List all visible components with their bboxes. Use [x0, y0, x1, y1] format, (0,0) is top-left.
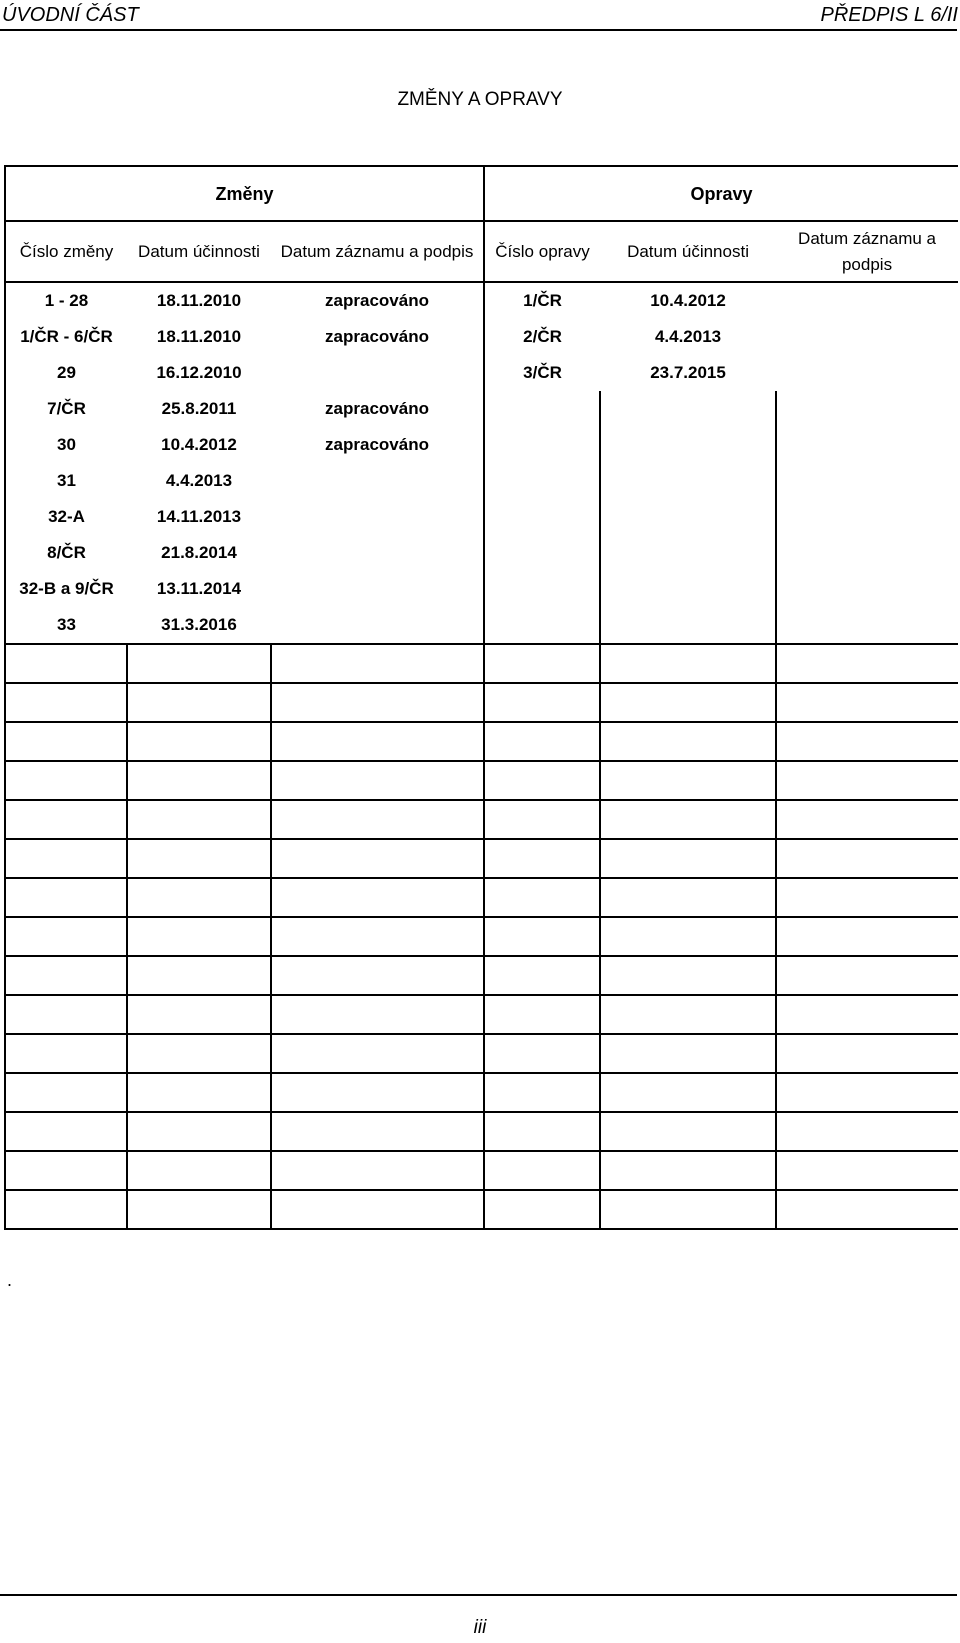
column-header-change-record: Datum záznamu a podpis [271, 221, 484, 282]
cell-correction-record [776, 956, 958, 995]
cell-correction-number [484, 1034, 600, 1073]
header-section-title: ÚVODNÍ ČÁST [2, 4, 139, 26]
cell-change-number [5, 878, 127, 917]
cell-correction-record [776, 571, 958, 607]
table-row [5, 319, 958, 355]
column-header-correction-effective-date: Datum účinnosti [600, 221, 776, 282]
cell-change-effective-date: 14.11.2013 [156, 507, 242, 526]
cell-correction-number [484, 391, 600, 427]
cell-correction-effective-date [600, 1034, 776, 1073]
table-row [5, 355, 958, 391]
column-header-change-effective-date: Datum účinnosti [127, 221, 271, 282]
cell-correction-number [484, 917, 600, 956]
cell-correction-effective-date: 23.7.2015 [650, 363, 726, 382]
empty-table-row [5, 683, 958, 722]
table-row [5, 427, 958, 463]
cell-correction-number [484, 722, 600, 761]
cell-change-effective-date [127, 878, 271, 917]
empty-table-row [5, 839, 958, 878]
cell-correction-number [484, 535, 600, 571]
cell-correction-number [484, 571, 600, 607]
cell-correction-effective-date [600, 427, 776, 463]
cell-change-effective-date [127, 839, 271, 878]
header-divider [0, 29, 957, 31]
cell-change-number: 31 [5, 463, 127, 499]
cell-change-number [5, 800, 127, 839]
empty-table-row [5, 800, 958, 839]
cell-correction-number: 3/ČR [484, 355, 600, 391]
cell-correction-record [776, 1151, 958, 1190]
footer-divider [0, 1594, 957, 1596]
cell-change-record [271, 1034, 484, 1073]
cell-correction-effective-date [600, 1151, 776, 1190]
empty-table-row [5, 1190, 958, 1229]
cell-correction-effective-date [600, 800, 776, 839]
cell-correction-effective-date [600, 917, 776, 956]
cell-change-number [5, 1034, 127, 1073]
table-row [5, 499, 958, 535]
cell-correction-number [484, 839, 600, 878]
cell-correction-record [776, 355, 958, 391]
cell-change-number [5, 761, 127, 800]
cell-correction-record [776, 722, 958, 761]
cell-correction-number [484, 1151, 600, 1190]
cell-change-record [271, 995, 484, 1034]
cell-change-record [271, 917, 484, 956]
empty-table-row [5, 1034, 958, 1073]
cell-change-effective-date [127, 761, 271, 800]
empty-table-row [5, 995, 958, 1034]
cell-change-number [5, 839, 127, 878]
cell-correction-number [484, 1073, 600, 1112]
cell-change-number: 30 [5, 427, 127, 463]
cell-change-record [271, 1151, 484, 1190]
cell-change-record [271, 355, 484, 391]
cell-correction-effective-date [600, 722, 776, 761]
cell-correction-effective-date [600, 1073, 776, 1112]
cell-change-effective-date [127, 683, 271, 722]
empty-table-row [5, 878, 958, 917]
cell-correction-record [776, 499, 958, 535]
cell-change-effective-date [127, 800, 271, 839]
empty-table-row [5, 1112, 958, 1151]
cell-correction-effective-date [600, 607, 776, 644]
cell-correction-effective-date [600, 1112, 776, 1151]
cell-correction-number [484, 995, 600, 1034]
cell-correction-record [776, 683, 958, 722]
cell-change-record [271, 761, 484, 800]
cell-change-record [271, 644, 484, 683]
cell-change-effective-date [127, 917, 271, 956]
empty-table-row [5, 722, 958, 761]
cell-change-effective-date: 31.3.2016 [127, 607, 271, 644]
cell-correction-number [484, 800, 600, 839]
cell-correction-number [484, 1190, 600, 1229]
footnote-mark: . [7, 1270, 13, 1290]
empty-table-row [5, 1073, 958, 1112]
page-number: iii [473, 1617, 487, 1638]
cell-change-record [271, 463, 484, 499]
cell-correction-effective-date [600, 683, 776, 722]
page-title: ZMĚNY A OPRAVY [397, 89, 563, 110]
cell-change-effective-date: 18.11.2010 [127, 282, 271, 319]
group-header-changes: Změny [5, 166, 484, 221]
column-header-change-number: Číslo změny [5, 221, 127, 282]
cell-change-effective-date [127, 1190, 271, 1229]
cell-change-number [5, 917, 127, 956]
cell-correction-number [484, 644, 600, 683]
cell-change-record [271, 1190, 484, 1229]
cell-correction-effective-date [600, 463, 776, 499]
cell-change-number [5, 683, 127, 722]
cell-change-record [271, 722, 484, 761]
cell-correction-number: 1/ČR [484, 282, 600, 319]
cell-correction-record [776, 391, 958, 427]
table-row [5, 571, 958, 607]
cell-correction-number [484, 427, 600, 463]
cell-correction-record [776, 1034, 958, 1073]
cell-correction-record [776, 463, 958, 499]
cell-correction-effective-date [600, 956, 776, 995]
cell-change-effective-date [127, 956, 271, 995]
cell-change-number [5, 644, 127, 683]
cell-correction-record [776, 1112, 958, 1151]
cell-change-effective-date: 13.11.2014 [156, 579, 242, 598]
empty-table-row [5, 917, 958, 956]
table-row [5, 391, 958, 427]
cell-change-number: 32-A [5, 499, 127, 535]
cell-change-number [5, 1073, 127, 1112]
column-header-correction-number: Číslo opravy [484, 221, 600, 282]
empty-table-row [5, 644, 958, 683]
empty-table-row [5, 761, 958, 800]
cell-correction-effective-date [600, 761, 776, 800]
cell-correction-number [484, 683, 600, 722]
table-row [5, 607, 958, 644]
cell-change-number [5, 1151, 127, 1190]
cell-change-number: 1 - 28 [5, 282, 127, 319]
cell-change-number: 1/ČR - 6/ČR [5, 319, 127, 355]
cell-change-number [5, 995, 127, 1034]
cell-correction-number: 2/ČR [484, 319, 600, 355]
cell-change-record: zapracováno [271, 427, 484, 463]
cell-change-effective-date [127, 1151, 271, 1190]
cell-correction-effective-date [600, 571, 776, 607]
cell-change-record [271, 1073, 484, 1112]
table-row [5, 282, 958, 319]
cell-change-number: 33 [5, 607, 127, 644]
cell-correction-effective-date: 4.4.2013 [654, 327, 722, 346]
cell-correction-record [776, 644, 958, 683]
cell-change-effective-date [127, 722, 271, 761]
cell-correction-record [776, 800, 958, 839]
cell-correction-number [484, 607, 600, 644]
cell-correction-record [776, 995, 958, 1034]
cell-change-effective-date [127, 644, 271, 683]
cell-correction-record [776, 427, 958, 463]
cell-change-number: 32-B a 9/ČR [5, 571, 127, 607]
cell-correction-number [484, 1112, 600, 1151]
cell-correction-record [776, 761, 958, 800]
cell-change-effective-date: 25.8.2011 [161, 399, 237, 418]
cell-change-effective-date [127, 995, 271, 1034]
cell-change-record [271, 607, 484, 644]
cell-correction-record [776, 282, 958, 319]
cell-change-effective-date: 16.12.2010 [156, 363, 242, 382]
cell-correction-record [776, 917, 958, 956]
cell-change-number: 7/ČR [5, 391, 127, 427]
cell-correction-record [776, 878, 958, 917]
cell-change-effective-date: 4.4.2013 [165, 471, 233, 490]
cell-correction-number [484, 463, 600, 499]
cell-change-record [271, 499, 484, 535]
cell-correction-effective-date [600, 995, 776, 1034]
cell-correction-record [776, 1190, 958, 1229]
cell-change-effective-date [127, 1112, 271, 1151]
cell-correction-effective-date [600, 839, 776, 878]
cell-change-effective-date: 18.11.2010 [156, 327, 242, 346]
cell-change-number [5, 1112, 127, 1151]
empty-table-row [5, 956, 958, 995]
table-row [5, 463, 958, 499]
cell-correction-record [776, 535, 958, 571]
cell-correction-effective-date [600, 644, 776, 683]
cell-change-record: zapracováno [271, 319, 484, 355]
cell-correction-number [484, 499, 600, 535]
cell-change-effective-date: 21.8.2014 [161, 543, 237, 562]
cell-change-record [271, 535, 484, 571]
cell-change-record: zapracováno [271, 391, 484, 427]
cell-change-number [5, 1190, 127, 1229]
cell-change-record [271, 839, 484, 878]
cell-correction-effective-date [600, 499, 776, 535]
cell-correction-number [484, 956, 600, 995]
cell-correction-effective-date [600, 1190, 776, 1229]
column-header-correction-record: Datum záznamu a podpis [776, 221, 958, 282]
cell-change-number [5, 722, 127, 761]
cell-change-number [5, 956, 127, 995]
cell-correction-effective-date [600, 391, 776, 427]
amendments-table [4, 165, 958, 1230]
cell-correction-number [484, 761, 600, 800]
cell-change-record: zapracováno [271, 282, 484, 319]
cell-correction-record [776, 1073, 958, 1112]
group-header-corrections: Opravy [484, 166, 958, 221]
cell-change-record [271, 800, 484, 839]
table-row [5, 535, 958, 571]
cell-change-effective-date [127, 1073, 271, 1112]
cell-change-number: 29 [5, 355, 127, 391]
empty-table-row [5, 1151, 958, 1190]
cell-change-record [271, 571, 484, 607]
cell-change-record [271, 878, 484, 917]
cell-change-record [271, 1112, 484, 1151]
header-regulation-id: PŘEDPIS L 6/II [820, 4, 958, 26]
cell-change-number: 8/ČR [5, 535, 127, 571]
cell-correction-effective-date [600, 878, 776, 917]
cell-correction-effective-date: 10.4.2012 [600, 282, 776, 319]
cell-correction-number [484, 878, 600, 917]
cell-change-record [271, 956, 484, 995]
cell-correction-effective-date [600, 535, 776, 571]
cell-correction-record [776, 839, 958, 878]
cell-change-effective-date [127, 1034, 271, 1073]
cell-change-effective-date: 10.4.2012 [161, 435, 237, 454]
cell-correction-record [776, 319, 958, 355]
cell-change-record [271, 683, 484, 722]
cell-correction-record [776, 607, 958, 644]
